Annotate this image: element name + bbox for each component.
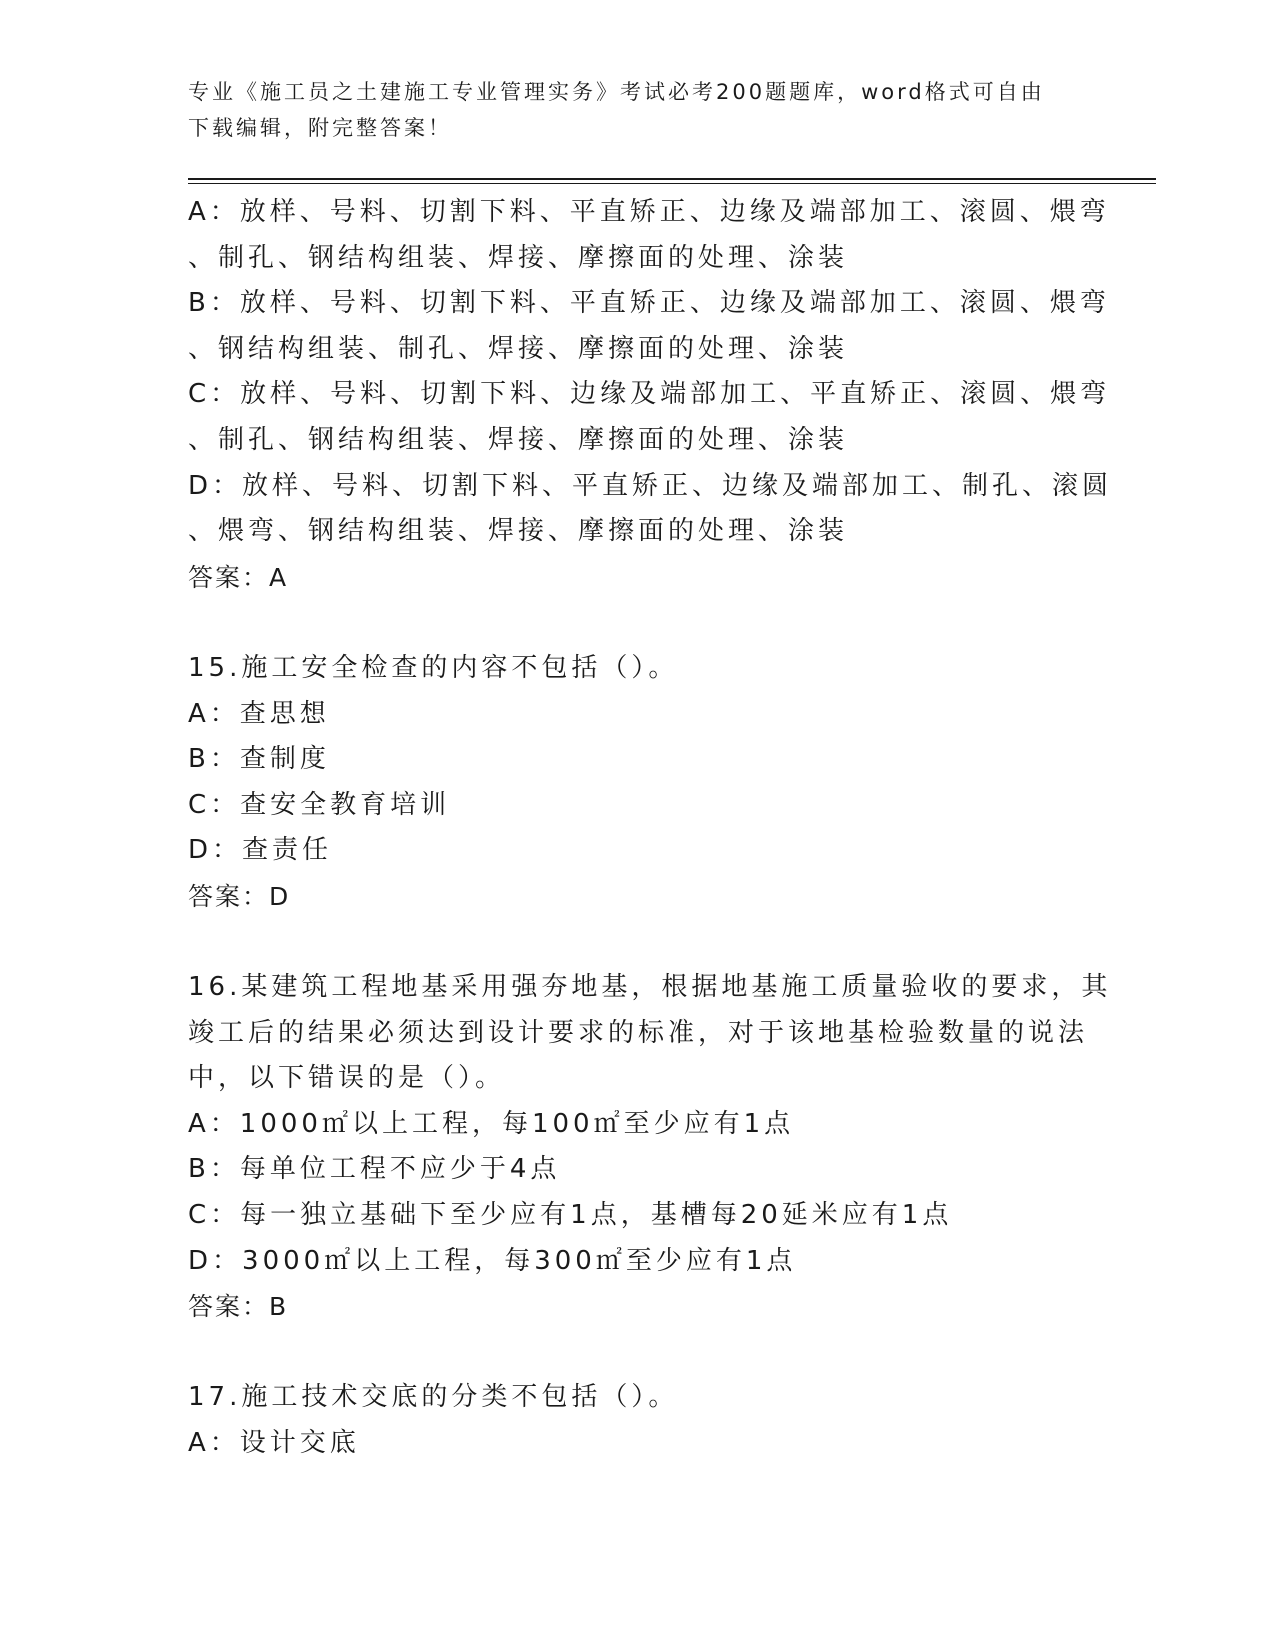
- q15-option-d: D：查责任: [188, 835, 333, 866]
- q16-stem-line-3: 中，以下错误的是（）。: [188, 1063, 506, 1094]
- q14-option-b-line-2: 、钢结构组装、制孔、焊接、摩擦面的处理、涂装: [188, 333, 849, 364]
- q16-option-a: A：1000㎡以上工程，每100㎡至少应有1点: [188, 1108, 795, 1139]
- q14-option-a-line-1: A：放样、号料、切割下料、平直矫正、边缘及端部加工、滚圆、煨弯: [188, 197, 1110, 227]
- q16-answer: 答案：B: [188, 1292, 289, 1322]
- q14-answer: 答案：A: [188, 562, 289, 592]
- q15-answer: 答案：D: [188, 881, 291, 911]
- question-17: [188, 1375, 1088, 1466]
- question-14-options: [188, 190, 1113, 600]
- q15-option-c: C：查安全教育培训: [188, 789, 451, 820]
- q16-stem-line-1: 16.某建筑工程地基采用强夯地基，根据地基施工质量验收的要求，其: [188, 972, 1112, 1003]
- question-15: [188, 646, 1088, 920]
- spacer: [188, 920, 1088, 966]
- spacer: [188, 600, 1088, 646]
- header-divider-thick: [188, 178, 1156, 180]
- question-16: [188, 965, 1112, 1330]
- q15-stem: 15.施工安全检查的内容不包括（）。: [188, 652, 679, 683]
- q15-option-a: A：查思想: [188, 698, 330, 729]
- q15-option-b: B：查制度: [188, 744, 330, 775]
- header-divider-thin: [188, 183, 1156, 184]
- header-line-2: 下载编辑，附完整答案！: [188, 116, 452, 140]
- q14-option-d-line-1: D：放样、号料、切割下料、平直矫正、边缘及端部加工、制孔、滚圆: [188, 470, 1113, 501]
- document-header: [188, 74, 1068, 146]
- q14-option-c-line-2: 、制孔、钢结构组装、焊接、摩擦面的处理、涂装: [188, 424, 849, 455]
- q17-option-a: A：设计交底: [188, 1428, 360, 1459]
- question-content: [188, 190, 1113, 1467]
- header-line-1: 专业《施工员之土建施工专业管理实务》考试必考200题题库，word格式可自由: [188, 80, 1045, 104]
- q14-option-c-line-1: C：放样、号料、切割下料、边缘及端部加工、平直矫正、滚圆、煨弯: [188, 379, 1111, 410]
- q16-option-d: D：3000㎡以上工程，每300㎡至少应有1点: [188, 1245, 797, 1276]
- q14-option-b-line-1: B：放样、号料、切割下料、平直矫正、边缘及端部加工、滚圆、煨弯: [188, 288, 1110, 319]
- q16-option-c: C：每一独立基础下至少应有1点，基槽每20延米应有1点: [188, 1200, 953, 1231]
- q14-option-a-line-2: 、制孔、钢结构组装、焊接、摩擦面的处理、涂装: [188, 242, 849, 273]
- q14-option-d-line-2: 、煨弯、钢结构组装、焊接、摩擦面的处理、涂装: [188, 516, 849, 547]
- q17-stem: 17.施工技术交底的分类不包括（）。: [188, 1382, 679, 1413]
- q16-option-b: B：每单位工程不应少于4点: [188, 1154, 561, 1185]
- spacer: [188, 1330, 1088, 1376]
- q16-stem-line-2: 竣工后的结果必须达到设计要求的标准，对于该地基检验数量的说法: [188, 1017, 1089, 1048]
